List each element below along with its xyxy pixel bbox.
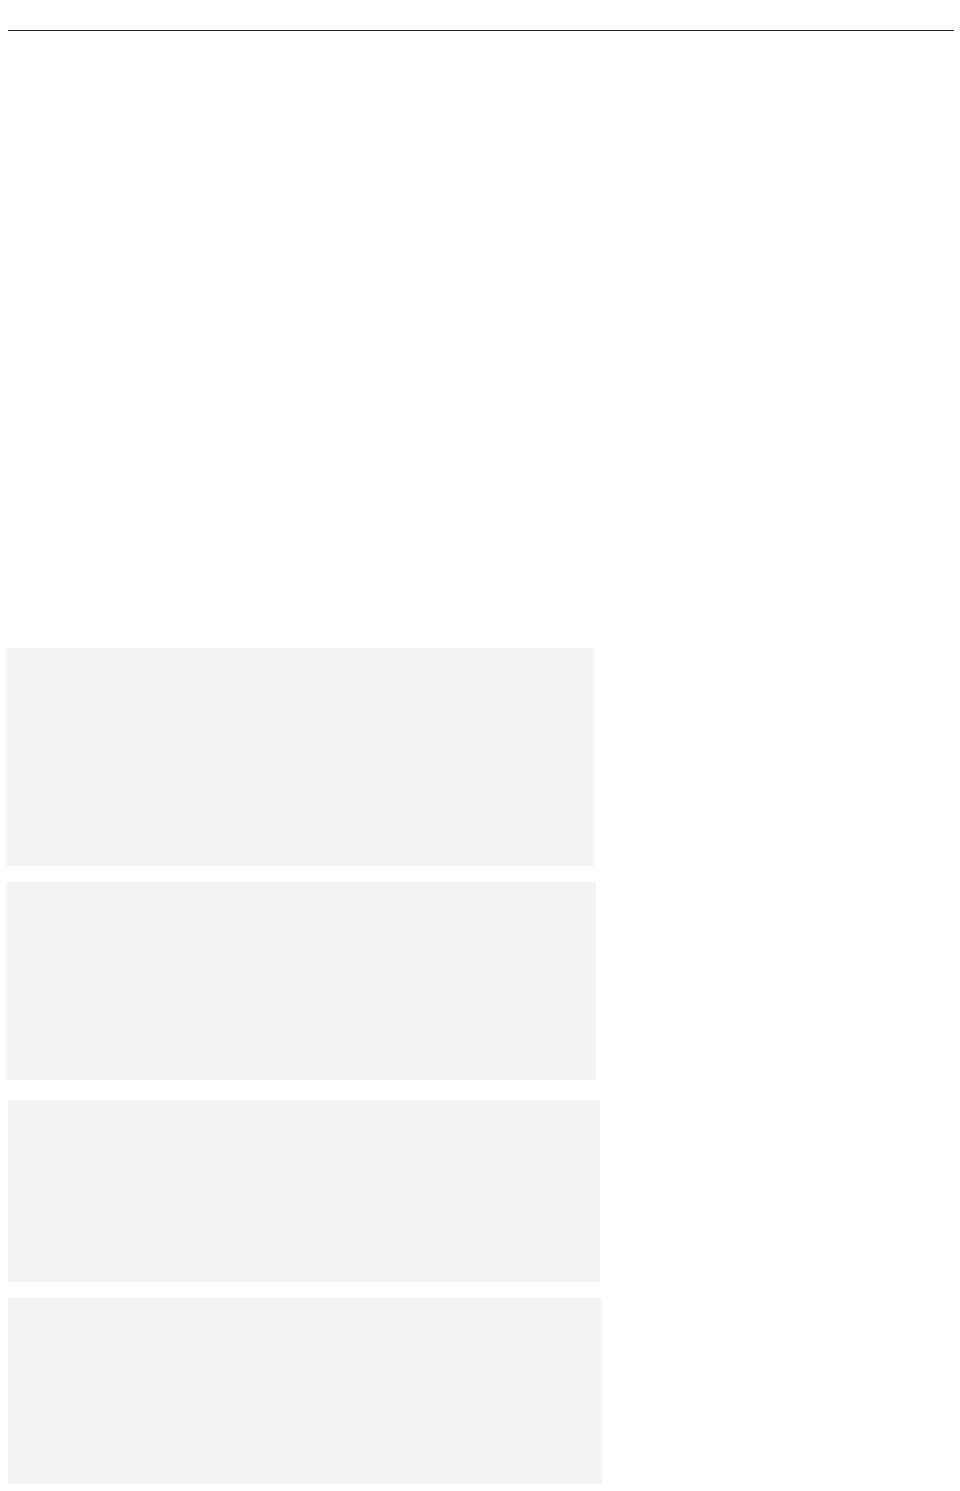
header-rule bbox=[8, 30, 954, 31]
text-line bbox=[6, 456, 954, 490]
xrd-chart-c bbox=[8, 1100, 600, 1282]
paragraph-3 bbox=[6, 536, 954, 639]
text-line bbox=[6, 388, 954, 422]
xrd-chart-b bbox=[6, 882, 596, 1080]
text-line bbox=[6, 305, 954, 339]
paragraph-1 bbox=[6, 100, 954, 374]
text-line bbox=[6, 168, 954, 202]
xrd-panel-c bbox=[8, 1100, 600, 1282]
text-line bbox=[6, 237, 954, 271]
paragraph-2 bbox=[6, 388, 954, 525]
xrd-panel-d bbox=[8, 1298, 602, 1484]
text-line bbox=[6, 491, 954, 525]
running-header bbox=[8, 2, 954, 26]
text-line bbox=[6, 570, 954, 604]
text-line bbox=[6, 422, 954, 456]
xrd-panel-a bbox=[6, 648, 594, 866]
text-line bbox=[6, 271, 954, 305]
text-line bbox=[6, 339, 954, 373]
xrd-chart-d bbox=[8, 1298, 602, 1484]
text-line bbox=[6, 536, 954, 570]
text-line bbox=[6, 134, 954, 168]
text-line bbox=[6, 100, 954, 134]
xrd-panel-b bbox=[6, 882, 596, 1080]
text-line bbox=[6, 604, 954, 638]
xrd-chart-a bbox=[6, 648, 594, 866]
text-line bbox=[6, 203, 954, 237]
